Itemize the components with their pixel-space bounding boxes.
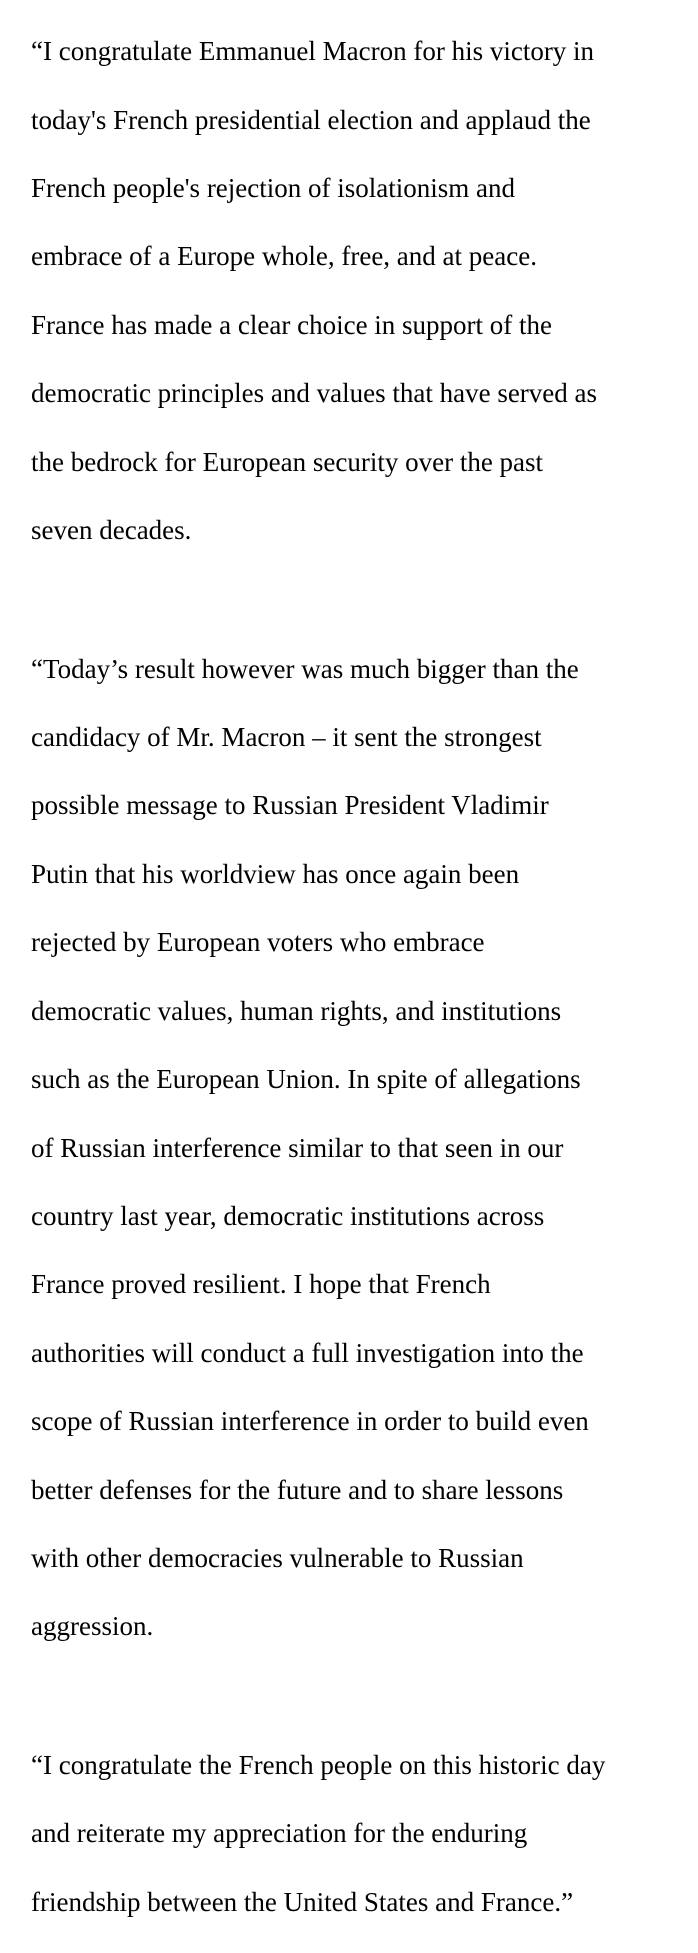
- paragraph-closing: [31, 1714, 686, 1953]
- text-line: democratic values, human rights, and institutions: [31, 995, 562, 1026]
- text-line: embrace of a Europe whole, free, and at peace.: [31, 241, 537, 272]
- text-line: friendship between the United States and France.”: [31, 1886, 574, 1917]
- text-line: country last year, democratic institutions across: [31, 1200, 545, 1231]
- text-line: aggression.: [31, 1611, 154, 1642]
- text-line: “I congratulate Emmanuel Macron for his victory in: [31, 36, 595, 67]
- text-line: authorities will conduct a full investigation into the: [31, 1337, 584, 1368]
- text-line: better defenses for the future and to share lessons: [31, 1474, 564, 1505]
- text-line: with other democracies vulnerable to Russian: [31, 1542, 524, 1573]
- paragraph-result-analysis: [31, 617, 686, 1677]
- text-line: such as the European Union. In spite of allegations: [31, 1064, 581, 1095]
- text-line: and reiterate my appreciation for the enduring: [31, 1818, 528, 1849]
- text-line: the bedrock for European security over the past: [31, 446, 544, 477]
- text-line: today's French presidential election and applaud the: [31, 104, 591, 135]
- text-line: “Today’s result however was much bigger than the: [31, 653, 579, 684]
- text-line: possible message to Russian President Vladimir: [31, 790, 549, 821]
- text-line: French people's rejection of isolationism and: [31, 173, 515, 204]
- text-line: Putin that his worldview has once again been: [31, 858, 520, 889]
- text-line: rejected by European voters who embrace: [31, 927, 485, 958]
- text-line: candidacy of Mr. Macron – it sent the strongest: [31, 722, 542, 753]
- text-line: democratic principles and values that have served as: [31, 378, 598, 409]
- text-line: scope of Russian interference in order to build even: [31, 1406, 589, 1437]
- paragraph-congratulations-macron: [31, 0, 686, 581]
- text-line: seven decades.: [31, 515, 192, 546]
- text-line: of Russian interference similar to that seen in our: [31, 1132, 564, 1163]
- text-line: France has made a clear choice in support of the: [31, 309, 553, 340]
- text-line: France proved resilient. I hope that French: [31, 1269, 491, 1300]
- text-line: “I congratulate the French people on this historic day: [31, 1749, 606, 1780]
